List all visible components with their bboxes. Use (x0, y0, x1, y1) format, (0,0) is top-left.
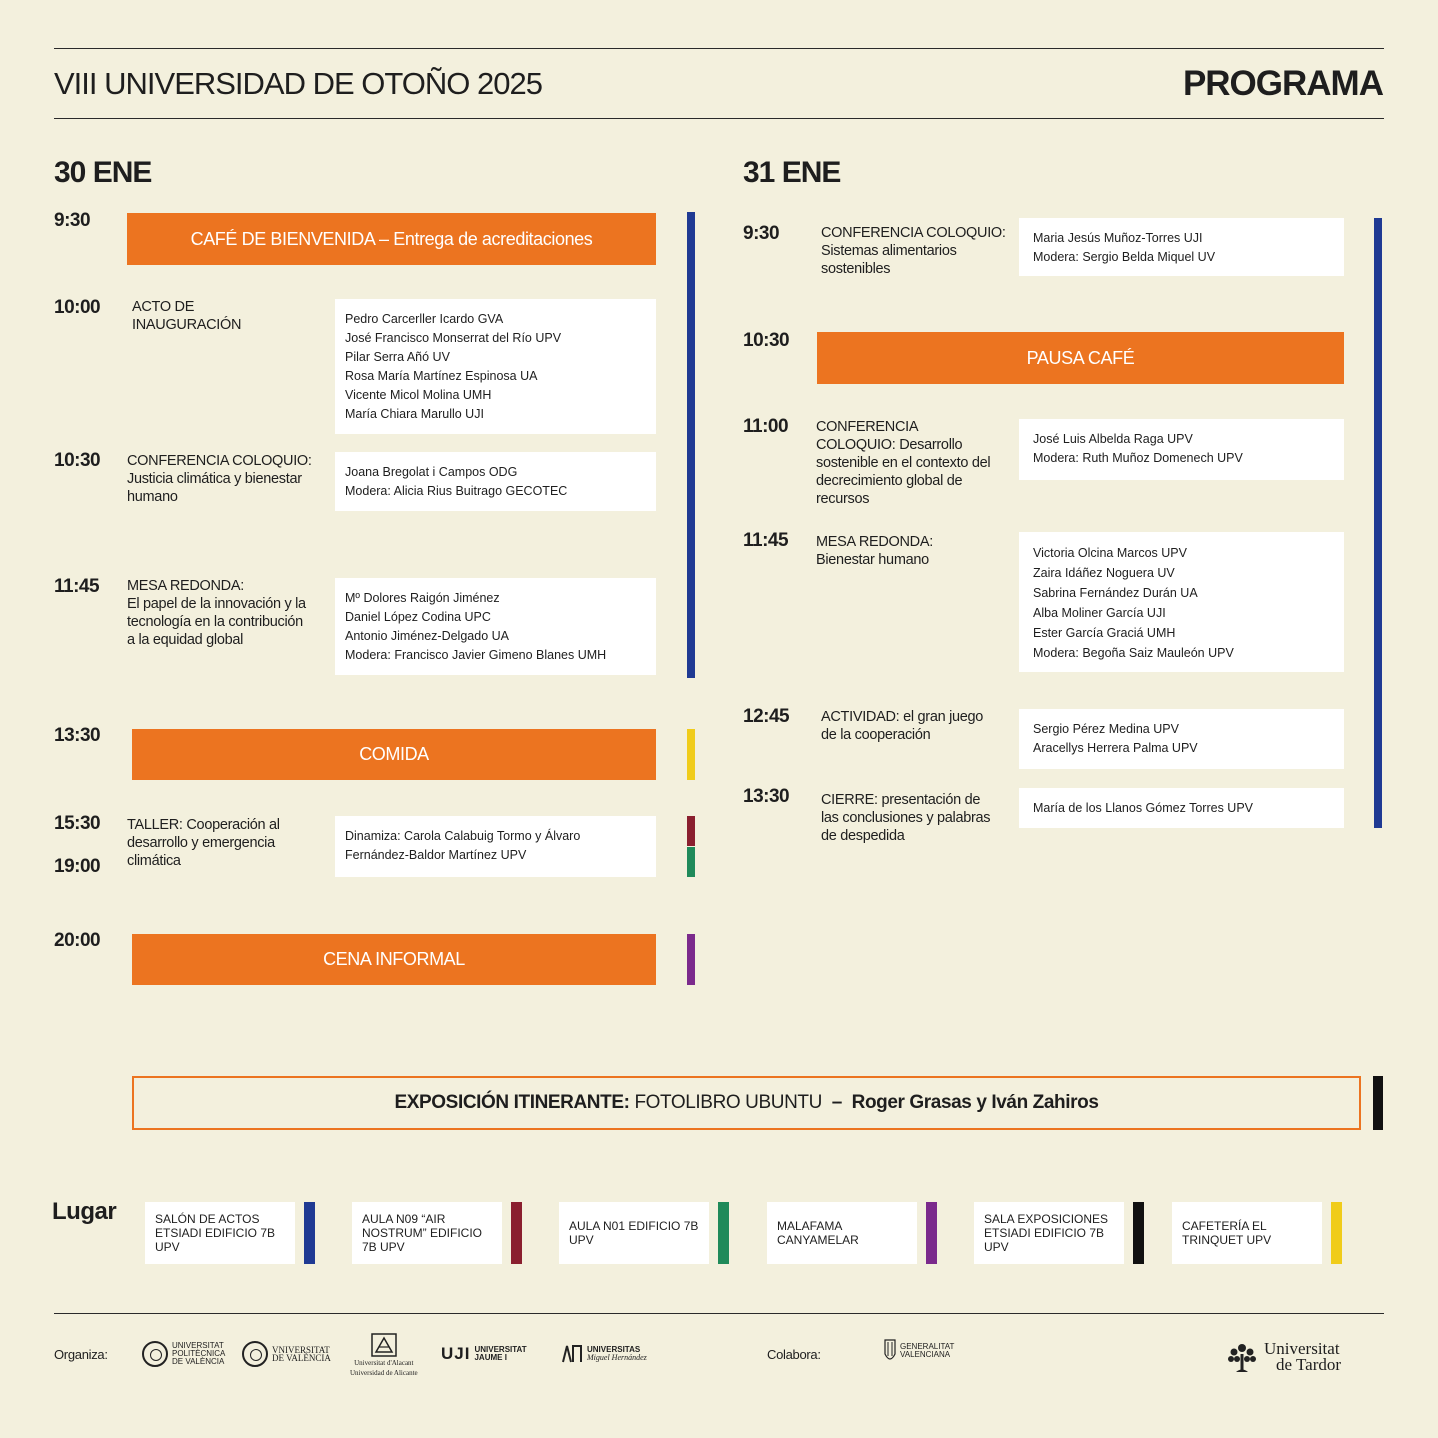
venue-bar-maroon (687, 816, 695, 846)
time-day2-break: 10:30 (743, 330, 790, 351)
time-day2-closing: 13:30 (743, 786, 790, 807)
speaker: Mº Dolores Raigón Jiménez (345, 591, 500, 605)
conference2-speakers (1019, 419, 1344, 480)
venues-label: Lugar (52, 1198, 117, 1225)
session-topic: Desarrollo sostenible en el contexto del decrecimiento global de recursos (816, 437, 991, 507)
ua-logo: Universitat d'Alacant Universidad de Alicante (350, 1333, 418, 1377)
time-day1-workshop-start: 15:30 (54, 813, 101, 834)
speaker: Sergio Pérez Medina UPV (1033, 722, 1179, 736)
time-day2-conference2: 11:00 (743, 416, 789, 437)
session-topic: el gran juego de la cooperación (821, 709, 984, 743)
lunch-banner: COMIDA (132, 729, 656, 780)
speaker: Modera: Ruth Muñoz Domenech UPV (1033, 451, 1243, 465)
inauguration-speakers (335, 299, 656, 434)
venue-bar-blue-day2 (1374, 218, 1382, 828)
umh-emblem-icon (561, 1344, 583, 1364)
venue-color-maroon (511, 1202, 522, 1264)
time-day1-inauguration: 10:00 (54, 297, 101, 318)
session-type: CONFERENCIA COLOQUIO: (816, 419, 918, 453)
speaker: Modera: Sergio Belda Miquel UV (1033, 250, 1216, 264)
venue-salon-actos: SALÓN DE ACTOS ETSIADI EDIFICIO 7B UPV (145, 1202, 295, 1264)
gva-logo: GENERALITAT VALENCIANA (884, 1336, 954, 1366)
closing-title (821, 791, 999, 845)
closing-speakers (1019, 788, 1344, 828)
venue-bar-yellow (687, 729, 695, 780)
speaker: Modera: Alicia Rius Buitrago GECOTEC (345, 484, 568, 498)
day2-label: 31 ENE (743, 156, 841, 189)
speaker: Pedro Carcerller Icardo GVA (345, 312, 504, 326)
colabora-label: Colabora: (767, 1347, 821, 1362)
speaker: Vicente Micol Molina UMH (345, 388, 492, 402)
uv-seal-icon (242, 1341, 268, 1367)
activity-title (821, 708, 1001, 744)
day1-label: 30 ENE (54, 156, 152, 189)
venue-color-yellow (1331, 1202, 1342, 1264)
venue-bar-blue (687, 212, 695, 678)
roundtable2-title (816, 533, 996, 569)
footer-rule (54, 1313, 1384, 1314)
venue-cafeteria: CAFETERÍA EL TRINQUET UPV (1172, 1202, 1322, 1264)
venue-malafama: MALAFAMA CANYAMELAR (767, 1202, 917, 1264)
session-type: MESA REDONDA: (816, 534, 933, 550)
venue-color-black (1133, 1202, 1144, 1264)
umh-logo: UNIVERSITAS Miguel Hernández (561, 1344, 647, 1364)
venue-color-green (718, 1202, 729, 1264)
welcome-coffee-banner: CAFÉ DE BIENVENIDA – Entrega de acreditaciones (127, 213, 656, 265)
venue-color-purple (926, 1202, 937, 1264)
exhibition-name: FOTOLIBRO UBUNTU (634, 1092, 822, 1113)
speaker: Aracellys Herrera Palma UPV (1033, 741, 1198, 755)
venue-aula-n01: AULA N01 EDIFICIO 7B UPV (559, 1202, 709, 1264)
speaker: Joana Bregolat i Campos ODG (345, 465, 518, 479)
upv-seal-icon (142, 1341, 168, 1367)
speaker: Antonio Jiménez-Delgado UA (345, 629, 509, 643)
time-day2-conference1: 9:30 (743, 223, 780, 244)
conference1-speakers (1019, 218, 1344, 276)
time-day1-workshop-end: 19:00 (54, 856, 101, 877)
speaker: María de los Llanos Gómez Torres UPV (1033, 801, 1254, 815)
conference2-title (816, 418, 998, 508)
ua-emblem-icon (371, 1333, 397, 1357)
speaker: Dinamiza: Carola Calabuig Tormo y Álvaro (345, 829, 581, 843)
coffee-break-banner: PAUSA CAFÉ (817, 332, 1344, 384)
speaker: Daniel López Codina UPC (345, 610, 491, 624)
conference1-title (821, 224, 1011, 278)
session-topic: Cooperación al desarrollo y emergencia climática (127, 817, 280, 869)
time-day1-roundtable: 11:45 (54, 576, 100, 597)
program-label: PROGRAMA (1182, 64, 1383, 103)
venue-aula-n09: AULA N09 “AIR NOSTRUM” EDIFICIO 7B UPV (352, 1202, 502, 1264)
upv-logo: UNIVERSITAT POLITÈCNICA DE VALÈNCIA (142, 1341, 225, 1367)
uji-mark: UJI (441, 1344, 471, 1363)
workshop-facilitators (335, 816, 656, 877)
dinner-banner: CENA INFORMAL (132, 934, 656, 985)
venue-bar-purple (687, 934, 695, 985)
speaker: María Chiara Marullo UJI (345, 407, 484, 421)
session-topic: Bienestar humano (816, 552, 929, 568)
gva-shield-icon (884, 1336, 896, 1366)
time-day2-activity: 12:45 (743, 706, 790, 727)
exhibition-banner (132, 1076, 1361, 1130)
venue-bar-black (1373, 1076, 1383, 1130)
conference-speakers (335, 452, 656, 511)
speaker: Modera: Begoña Saiz Mauleón UPV (1033, 646, 1234, 660)
time-day1-conference: 10:30 (54, 450, 101, 471)
tree-icon (1226, 1340, 1258, 1374)
session-type: CONFERENCIA COLOQUIO: (821, 225, 1006, 241)
exhibition-separator: – (831, 1092, 842, 1113)
session-type: CIERRE: (821, 792, 878, 808)
session-type: MESA REDONDA: (127, 578, 244, 594)
session-type: ACTIVIDAD: (821, 709, 900, 725)
speaker: Modera: Francisco Javier Gimeno Blanes UMH (345, 648, 607, 662)
inauguration-title: ACTO DE INAUGURACIÓN (132, 299, 242, 333)
activity-speakers (1019, 709, 1344, 769)
conference-title (127, 452, 322, 506)
session-type: TALLER: (127, 817, 183, 833)
speaker: Maria Jesús Muñoz-Torres UJI (1033, 231, 1203, 245)
organiza-label: Organiza: (54, 1347, 108, 1362)
workshop-title (127, 816, 312, 870)
exhibition-prefix: EXPOSICIÓN ITINERANTE: (394, 1092, 630, 1113)
venue-color-blue (304, 1202, 315, 1264)
session-topic: presentación de las conclusiones y palabras de despedida (821, 792, 991, 844)
header-rule (54, 118, 1384, 119)
session-type: CONFERENCIA COLOQUIO: (127, 453, 312, 469)
speaker: Pilar Serra Añó UV (345, 350, 450, 364)
roundtable2-speakers (1019, 532, 1344, 672)
speaker: Sabrina Fernández Durán UA (1033, 586, 1198, 600)
session-topic: Justicia climática y bienestar humano (127, 471, 302, 505)
uv-logo: VNIVERSITAT DE VALÈNCIA (242, 1341, 331, 1367)
roundtable-speakers (335, 578, 656, 675)
universitat-tardor-logo: Universitat de Tardor (1226, 1340, 1341, 1374)
session-topic: Sistemas alimentarios sostenibles (821, 243, 957, 277)
uji-logo: UJI UNIVERSITAT JAUME I (441, 1344, 527, 1363)
speaker: Victoria Olcina Marcos UPV (1033, 546, 1187, 560)
time-day1-lunch: 13:30 (54, 725, 101, 746)
top-rule (54, 48, 1384, 49)
venue-bar-green (687, 847, 695, 877)
speaker: Rosa María Martínez Espinosa UA (345, 369, 538, 383)
speaker: José Luis Albelda Raga UPV (1033, 432, 1193, 446)
time-day1-dinner: 20:00 (54, 930, 101, 951)
roundtable-title (127, 577, 312, 649)
time-day2-roundtable: 11:45 (743, 530, 789, 551)
speaker: Zaira Idáñez Noguera UV (1033, 566, 1175, 580)
speaker: Alba Moliner García UJI (1033, 606, 1166, 620)
venue-sala-exposiciones: SALA EXPOSICIONES ETSIADI EDIFICIO 7B UPV (974, 1202, 1124, 1264)
session-topic: El papel de la innovación y la tecnología en la contribución a la equidad global (127, 596, 306, 648)
time-day1-welcome: 9:30 (54, 210, 91, 231)
event-title: VIII UNIVERSIDAD DE OTOÑO 2025 (54, 66, 542, 101)
speaker: Fernández-Baldor Martínez UPV (345, 848, 527, 862)
exhibition-authors: Roger Grasas y Iván Zahiros (851, 1092, 1099, 1113)
speaker: José Francisco Monserrat del Río UPV (345, 331, 562, 345)
speaker: Ester García Graciá UMH (1033, 626, 1176, 640)
